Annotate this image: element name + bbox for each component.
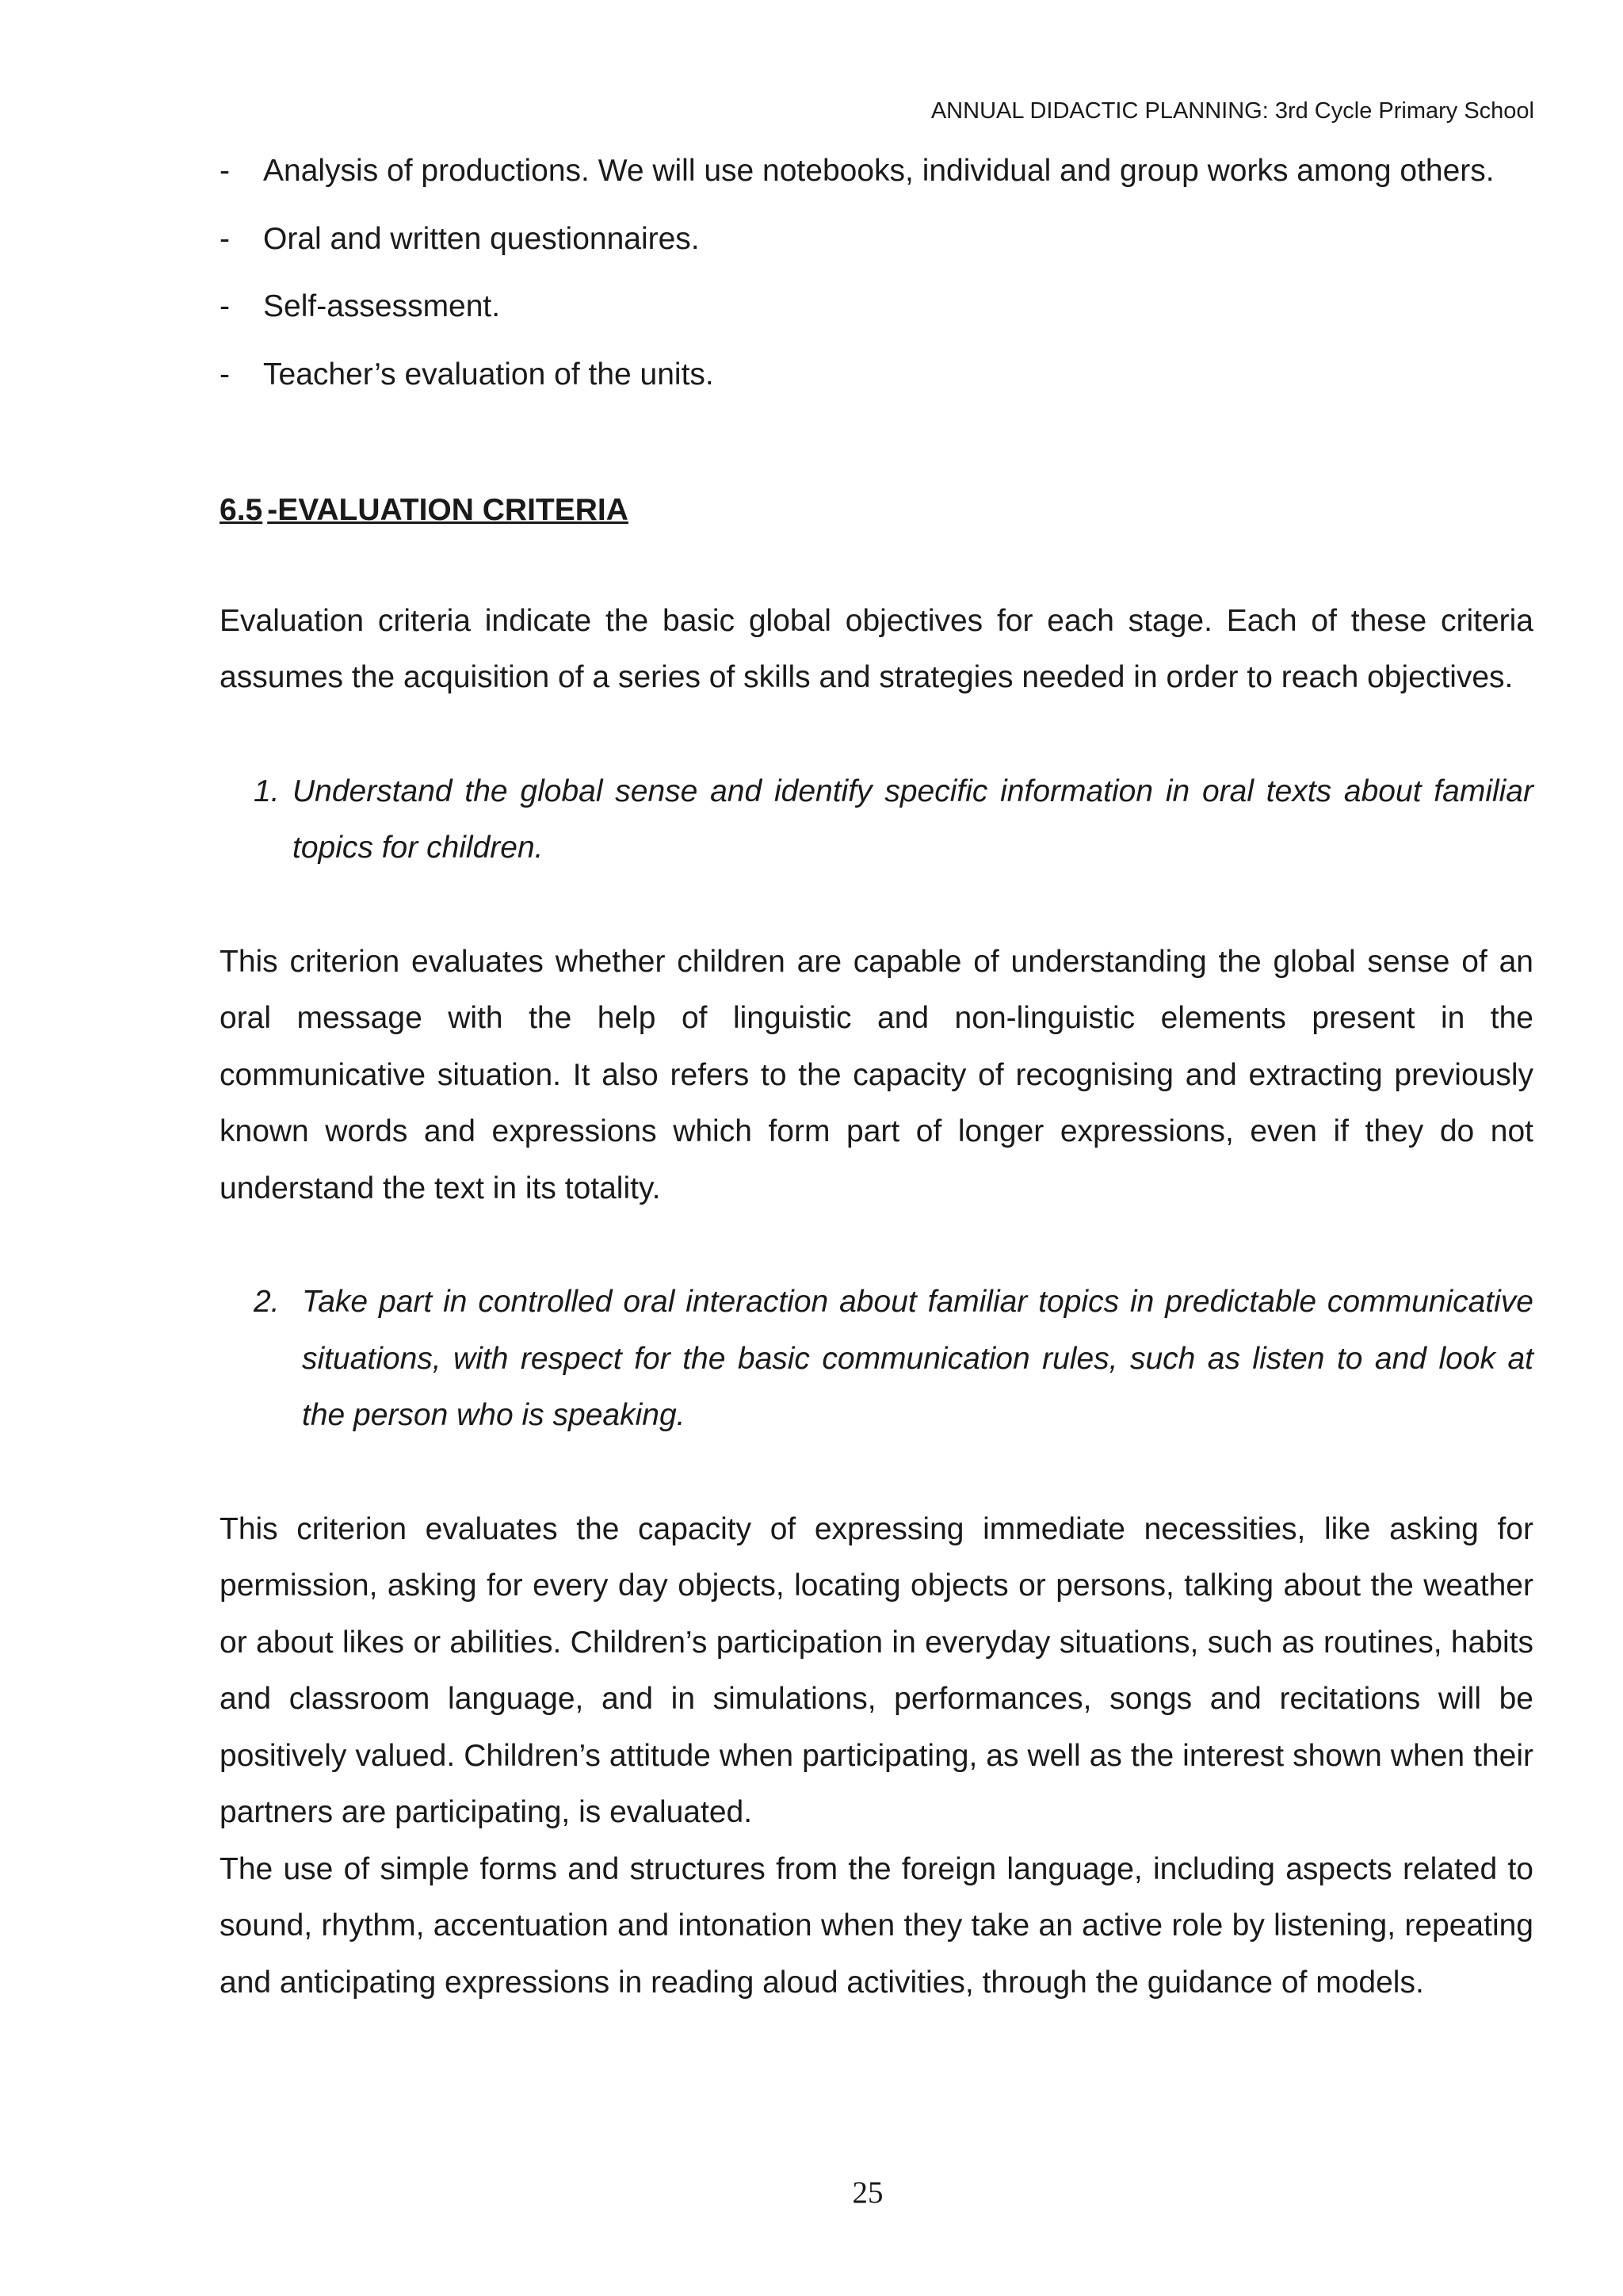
- bullet-dash: -: [220, 357, 230, 392]
- list-item-text: Analysis of productions. We will use notebooks, individual and group works among others.: [263, 154, 1495, 188]
- list-item: [220, 278, 1533, 335]
- section-title: -EVALUATION CRITERIA: [267, 493, 628, 527]
- criterion-2-statement: [220, 1274, 1533, 1444]
- criterion-text: Understand the global sense and identify specific information in oral texts about familiar topics for children.: [292, 774, 1533, 865]
- criterion-number: 1.: [254, 774, 280, 808]
- intro-paragraph: Evaluation criteria indicate the basic global objectives for each stage. Each of these criteria assumes the acquisition of a series of skills and strategies needed in order to reach objectives.: [220, 603, 1533, 694]
- criterion-number: 2.: [254, 1285, 280, 1319]
- criterion-1-explanation: This criterion evaluates whether children are capable of understanding the global sense of an oral message with the help of linguistic and non-linguistic elements present in the communicative situation. It also refers to the capacity of recognising and extracting previously known words and expressions which form part of longer expressions, even if they do not understand the text in its totality.: [220, 944, 1533, 1205]
- list-item: [220, 211, 1533, 268]
- list-item: [220, 143, 1533, 200]
- list-item-text: Self-assessment.: [263, 289, 501, 323]
- list-item-text: Oral and written questionnaires.: [263, 221, 700, 256]
- criterion-1-statement: [220, 763, 1533, 877]
- page-content: [220, 143, 1533, 2011]
- section-number: 6.5: [220, 493, 263, 527]
- criterion-text: Take part in controlled oral interaction about familiar topics in predictable communicative situations, with respect for the basic communication rules, such as listen to and look at the person who is speaking.: [302, 1285, 1533, 1432]
- list-item: [220, 346, 1533, 403]
- list-item-text: Teacher’s evaluation of the units.: [263, 357, 714, 392]
- criterion-2-explanation: This criterion evaluates the capacity of expressing immediate necessities, like asking for permission, asking for every day objects, locating objects or persons, talking about the weather or about likes or abilities. Children’s participation in everyday situations, such as routines, habits and classroom language, and in simulations, performances, songs and recitations will be positively valued. Children’s attitude when participating, as well as the interest shown when their partners are participating, is evaluated.: [220, 1511, 1533, 1829]
- page-number: 25: [852, 2176, 884, 2210]
- section-heading: [220, 482, 1533, 539]
- bullet-dash: -: [220, 221, 230, 256]
- bullet-dash: -: [220, 289, 230, 323]
- running-header: ANNUAL DIDACTIC PLANNING: 3rd Cycle Primary School: [930, 98, 1534, 124]
- criterion-2-explanation-continued: The use of simple forms and structures from the foreign language, including aspects related to sound, rhythm, accentuation and intonation when they take an active role by listening, repeating and anticipating expressions in reading aloud activities, through the guidance of models.: [220, 1851, 1533, 2000]
- assessment-tools-list: [220, 143, 1533, 403]
- bullet-dash: -: [220, 154, 230, 188]
